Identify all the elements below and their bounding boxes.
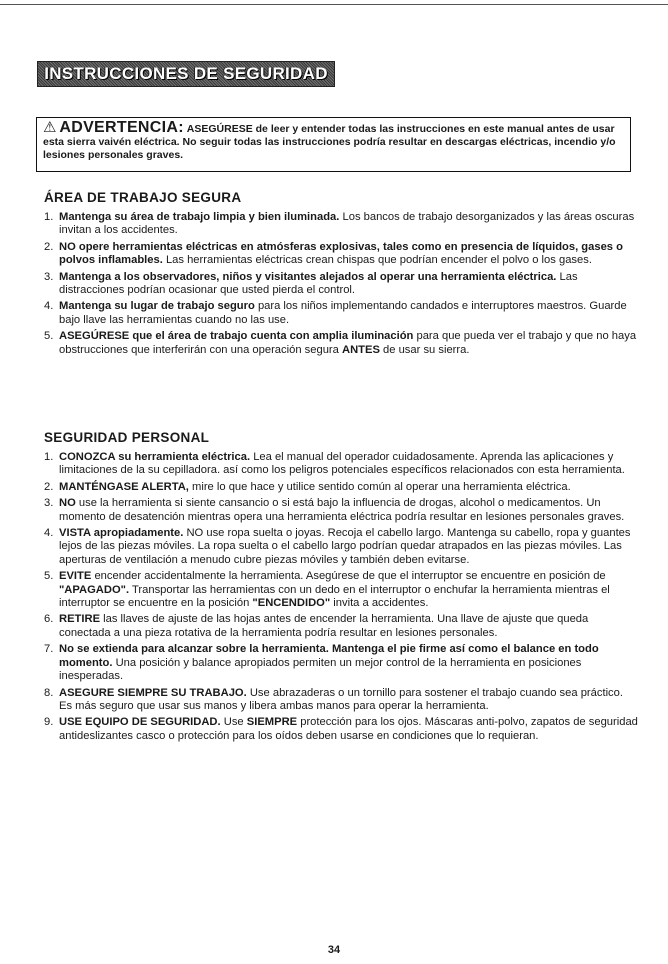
list-item [44, 241, 638, 268]
item-text: para los niños implementando candados e interruptores maestros. Guarde bajo llave las herramientas cuando no las use. [59, 300, 627, 326]
item-bold: SIEMPRE [246, 716, 298, 729]
top-rule [0, 4, 668, 5]
list-item [44, 527, 638, 567]
item-bold: ASEGÚRESE que el área de trabajo cuenta con amplia iluminación [59, 330, 414, 343]
list-item [44, 497, 638, 524]
list-item [44, 570, 638, 610]
item-bold: "ENCENDIDO" [252, 597, 331, 610]
item-text: las llaves de ajuste de las hojas antes de encender la herramienta. Una llave de ajuste que queda conectada a una pieza rotativa de la herramienta podría resultar en lesiones personales. [59, 613, 589, 639]
list-item [44, 687, 638, 714]
list-item [44, 481, 638, 494]
item-bold: No se extienda para alcanzar sobre la herramienta. Mantenga el pie firme así como el balance en todo momento. [59, 643, 599, 669]
personal-list [44, 451, 638, 746]
item-text: Use abrazaderas o un tornillo para sostener el trabajo cuando sea práctico. Es más seguro que usar sus manos y libera ambas manos para operar la herramienta. [59, 686, 623, 712]
item-bold: CONOZCA su herramienta eléctrica. [59, 451, 251, 463]
list-item [44, 716, 638, 743]
item-text: encender accidentalmente la herramienta. Asegúrese de que el interruptor se encuentre en posición de [94, 570, 606, 583]
item-number: 5. [44, 570, 54, 583]
item-number: 8. [44, 686, 54, 699]
work-area-list [44, 211, 638, 360]
item-bold: NO [59, 497, 76, 510]
item-number: 2. [44, 480, 54, 493]
warning-bold-text: No seguir todas las instrucciones [182, 136, 351, 148]
list-item [44, 451, 638, 478]
page-number: 34 [327, 944, 341, 956]
item-text: NO use ropa suelta o joyas. Recoja el cabello largo. Mantenga su cabello, ropa y guantes lejos de las piezas móviles. La ropa suelta o el cabello largo podrían quedar atrapados en las piezas móviles. Las aperturas de ventilación a menudo cubre piezas móviles y también deben evitarse. [59, 527, 631, 566]
list-item [44, 300, 638, 327]
item-bold: RETIRE [59, 613, 101, 626]
list-item [44, 613, 638, 640]
list-item [44, 211, 638, 238]
item-text: use la herramienta si siente cansancio o si está bajo la influencia de drogas, alcohol o medicamentos. Un momento de desatención mientras opera una herramienta eléctrica podría resultar en lesiones personales graves. [59, 497, 625, 523]
section-banner [37, 61, 335, 87]
work-area-heading: ÁREA DE TRABAJO SEGURA [44, 190, 242, 205]
item-bold: MANTÉNGASE ALERTA, [59, 480, 189, 493]
personal-heading: SEGURIDAD PERSONAL [44, 430, 210, 445]
item-bold: ASEGURE SIEMPRE SU TRABAJO. [59, 686, 247, 699]
item-number: 5. [44, 330, 54, 343]
warning-box [36, 117, 631, 172]
item-number: 2. [44, 240, 54, 253]
item-number: 3. [44, 270, 54, 283]
warning-heading: ADVERTENCIA: [59, 119, 184, 136]
item-bold: EVITE [59, 570, 92, 583]
item-text: Las herramientas eléctricas crean chispas que podrían encender el polvo o los gases. [165, 254, 592, 267]
item-bold: VISTA apropiadamente. [59, 527, 184, 540]
item-bold: ANTES [341, 343, 380, 356]
item-number: 9. [44, 716, 54, 729]
warning-triangle-icon: ⚠ [43, 119, 57, 136]
item-text: protección para los ojos. Máscaras anti-polvo, zapatos de seguridad antideslizantes casco o protección para los oídos deben usarse en condiciones que lo requieran. [59, 716, 638, 742]
list-item [44, 330, 638, 357]
banner-title: INSTRUCCIONES DE SEGURIDAD [44, 64, 328, 83]
item-number: 6. [44, 613, 54, 626]
item-text: invita a accidentes. [333, 597, 429, 610]
item-text: mire lo que hace y utilice sentido común al operar una herramienta eléctrica. [192, 480, 571, 493]
item-text: Lea el manual del operador cuidadosamente. Aprenda las aplicaciones y limitaciones de la su cepilladora. así como los peligros potenciales específicos relacionados con esta herramienta. [59, 451, 625, 477]
item-bold: NO opere herramientas eléctricas en atmósferas explosivas, tales como en presencia de líquidos, gases o polvos inflamables. [59, 240, 623, 267]
item-text: para que pueda ver el trabajo y que no haya obstrucciones que interferirán con una operación segura [59, 330, 637, 356]
item-bold: Mantenga su lugar de trabajo seguro [59, 300, 255, 313]
item-text: Use [223, 716, 244, 729]
item-text: de usar su sierra. [383, 343, 470, 356]
item-number: 7. [44, 643, 54, 656]
item-text: Las distracciones podrían ocasionar que usted pierda el control. [59, 270, 578, 297]
list-item [44, 271, 638, 298]
item-text: Los bancos de trabajo desorganizados y las áreas oscuras invitan a los accidentes. [59, 211, 635, 237]
item-number: 1. [44, 451, 54, 463]
item-text: Transportar las herramientas con un dedo en el interruptor o enchufar la herramienta mientras el interruptor se encuentre en la posición [59, 583, 610, 610]
item-number: 4. [44, 300, 54, 313]
warning-lead: ASEGÚRESE de leer y entender todas las instrucciones en este manual antes de usar esta sierra vaivén eléctrica. [43, 123, 615, 148]
item-text: Una posición y balance apropiados permiten un mejor control de la herramienta en posiciones inesperadas. [59, 656, 582, 683]
item-bold: USE EQUIPO DE SEGURIDAD. [59, 716, 221, 729]
item-bold: Mantenga a los observadores, niños y visitantes alejados al operar una herramienta eléctrica. [59, 270, 557, 283]
warning-rest: podría resultar en descargas eléctricas, incendio y/o lesiones personales graves. [43, 136, 616, 161]
item-bold: Mantenga su área de trabajo limpia y bien iluminada. [59, 211, 340, 223]
item-number: 4. [44, 527, 54, 540]
item-number: 3. [44, 497, 54, 510]
list-item [44, 643, 638, 683]
item-bold: "APAGADO". [59, 583, 130, 596]
item-number: 1. [44, 211, 54, 223]
